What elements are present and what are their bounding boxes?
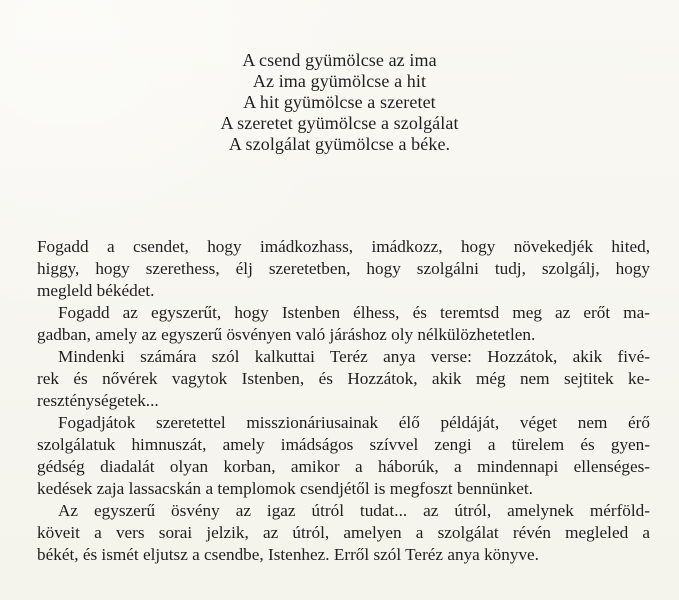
text-line: köveit a vers sorai jelzik, az útról, amelyen a szolgálat révén megleled a [37, 523, 650, 542]
text-line: reszténységetek... [37, 391, 159, 410]
paragraph-5 [37, 500, 650, 566]
body-text [37, 236, 650, 566]
text-line: békét, és ismét eljutsz a csendbe, Istenhez. Erről szól Teréz anya könyve. [37, 545, 539, 564]
poem-line: A szolgálat gyümölcse a béke. [228, 134, 451, 154]
text-line: gadban, amely az egyszerű ösvényen való járáshoz oly nélkülözhetetlen. [37, 325, 536, 344]
text-line: Fogadjátok szeretettel misszionáriusainak élő példáját, véget nem érő [58, 413, 650, 432]
poem-line: A hit gyümölcse a szeretet [243, 92, 436, 112]
poem-line: A szeretet gyümölcse a szolgálat [220, 113, 459, 133]
paragraph-4 [37, 412, 650, 500]
paragraph-2 [37, 302, 650, 346]
text-line: Fogadd a csendet, hogy imádkozhass, imádkozz, hogy növekedjék hited, [37, 237, 650, 256]
poem-line: Az ima gyümölcse a hit [252, 71, 427, 91]
text-line: megleld békédet. [37, 281, 155, 300]
text-line: gédség diadalát olyan korban, amikor a háborúk, a mindennapi ellenséges- [37, 457, 650, 476]
paragraph-3 [37, 346, 650, 412]
text-line: kedések zaja lassacskán a templomok csendjétől is megfoszt bennünket. [37, 479, 533, 498]
text-line: Mindenki számára szól kalkuttai Teréz anya verse: Hozzátok, akik fivé- [58, 347, 650, 366]
text-line: Az egyszerű ösvény az igaz útról tudat... az útról, amelynek mérföld- [58, 501, 650, 520]
text-line: szolgálatuk himnuszát, amely imádságos szívvel zengi a türelem és gyen- [37, 435, 650, 454]
paragraph-1 [37, 236, 650, 302]
text-line: rek és nővérek vagytok Istenben, és Hozzátok, akik még nem sejtitek ke- [37, 369, 650, 388]
poem-line: A csend gyümölcse az ima [242, 50, 437, 70]
text-line: higgy, hogy szerethess, élj szeretetben, hogy szolgálni tudj, szolgálj, hogy [37, 259, 650, 278]
poem [0, 50, 679, 155]
text-line: Fogadd az egyszerűt, hogy Istenben élhess, és teremtsd meg az erőt ma- [58, 303, 650, 322]
